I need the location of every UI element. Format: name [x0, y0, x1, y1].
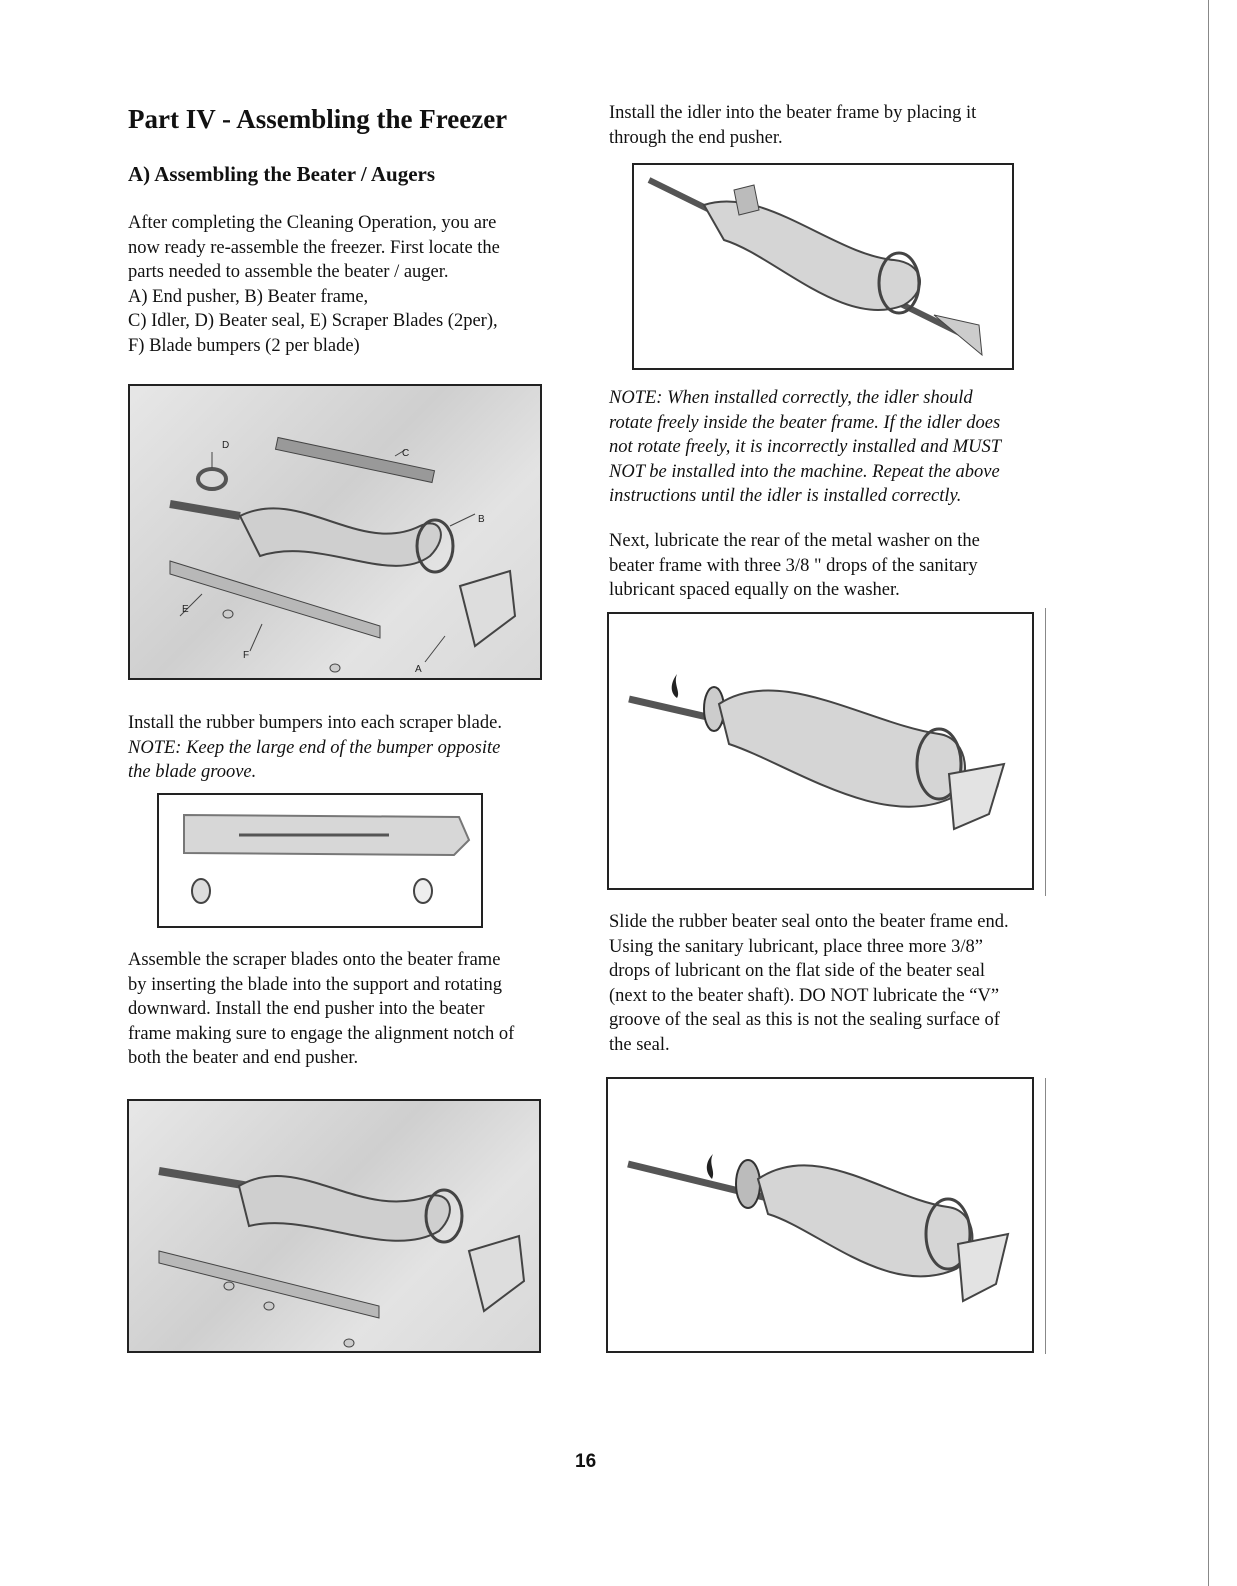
idler-note-line: NOTE: When installed correctly, the idler should [609, 388, 973, 408]
idler-figure [632, 163, 1014, 370]
label-b: B [478, 514, 485, 525]
idler-illustration [634, 165, 1012, 368]
seal-line: groove of the seal as this is not the sealing surface of [609, 1010, 1000, 1030]
lubricate-paragraph [609, 529, 1049, 603]
washer-illustration [609, 614, 1032, 888]
bumpers-note: the blade groove. [128, 762, 257, 782]
blade-figure [157, 793, 483, 928]
section-subheading: A) Assembling the Beater / Augers [128, 162, 436, 186]
page-edge-line [1208, 0, 1209, 1586]
scraper-line: both the beater and end pusher. [128, 1048, 359, 1068]
blade-illustration [159, 795, 481, 926]
lubricate-line: Next, lubricate the rear of the metal washer on the [609, 531, 980, 551]
scan-line [1045, 1078, 1046, 1354]
seal-line: Slide the rubber beater seal onto the beater frame end. [609, 912, 1009, 932]
idler-note-line: NOT be installed into the machine. Repeat the above [609, 461, 1000, 482]
seal-line: (next to the beater shaft). DO NOT lubricate the “V” [609, 985, 1000, 1006]
seal-line: drops of lubricant on the flat side of the beater seal [609, 961, 986, 981]
scraper-line: by inserting the blade into the support and rotating [128, 974, 503, 995]
assembled-blades-illustration [129, 1101, 539, 1351]
page-heading: Part IV - Assembling the Freezer [128, 104, 508, 134]
assembled-blades-figure [127, 1099, 541, 1353]
idler-note-line: not rotate freely, it is incorrectly installed and MUST [609, 437, 1002, 457]
seal-line: Using the sanitary lubricant, place three more 3/8” [609, 936, 983, 957]
label-c: C [402, 448, 410, 459]
idler-line: through the end pusher. [609, 127, 783, 148]
idler-note-paragraph [609, 386, 1049, 509]
idler-paragraph [609, 101, 1049, 150]
idler-note-line: instructions until the idler is installed correctly. [609, 486, 962, 506]
intro-paragraph [128, 211, 558, 358]
seal-line: the seal. [609, 1034, 670, 1055]
page-number: 16 [575, 1451, 597, 1472]
label-e: E [182, 604, 189, 615]
scraper-paragraph [128, 948, 558, 1071]
scraper-line: frame making sure to engage the alignment notch of [128, 1023, 515, 1044]
lubricate-line: lubricant spaced equally on the washer. [609, 580, 900, 600]
scraper-line: Assemble the scraper blades onto the beater frame [128, 950, 501, 970]
washer-figure [607, 612, 1034, 890]
intro-line: A) End pusher, B) Beater frame, [128, 286, 369, 307]
label-f: F [243, 650, 250, 661]
intro-line: C) Idler, D) Beater seal, E) Scraper Blades (2per), [128, 311, 498, 331]
idler-line: Install the idler into the beater frame by placing it [609, 103, 977, 123]
bumpers-note: NOTE: Keep the large end of the bumper opposite [128, 737, 501, 758]
intro-line: parts needed to assemble the beater / auger. [128, 262, 449, 282]
parts-illustration [130, 386, 540, 678]
label-d: D [222, 440, 230, 451]
seal-illustration [608, 1079, 1032, 1351]
seal-paragraph [609, 910, 1049, 1057]
label-a: A [415, 664, 422, 675]
scraper-line: downward. Install the end pusher into the beater [128, 999, 485, 1019]
bumpers-paragraph [128, 711, 558, 785]
idler-note-line: rotate freely inside the beater frame. If the idler does [609, 412, 1001, 433]
intro-line: now ready re-assemble the freezer. First locate the [128, 237, 500, 258]
scan-line [1045, 608, 1046, 896]
intro-line: After completing the Cleaning Operation, you are [128, 213, 497, 233]
seal-figure [606, 1077, 1034, 1353]
lubricate-line: beater frame with three 3/8 " drops of the sanitary [609, 555, 978, 576]
bumpers-text: Install the rubber bumpers into each scraper blade. [128, 713, 502, 733]
intro-line: F) Blade bumpers (2 per blade) [128, 335, 360, 356]
parts-figure [128, 384, 542, 680]
